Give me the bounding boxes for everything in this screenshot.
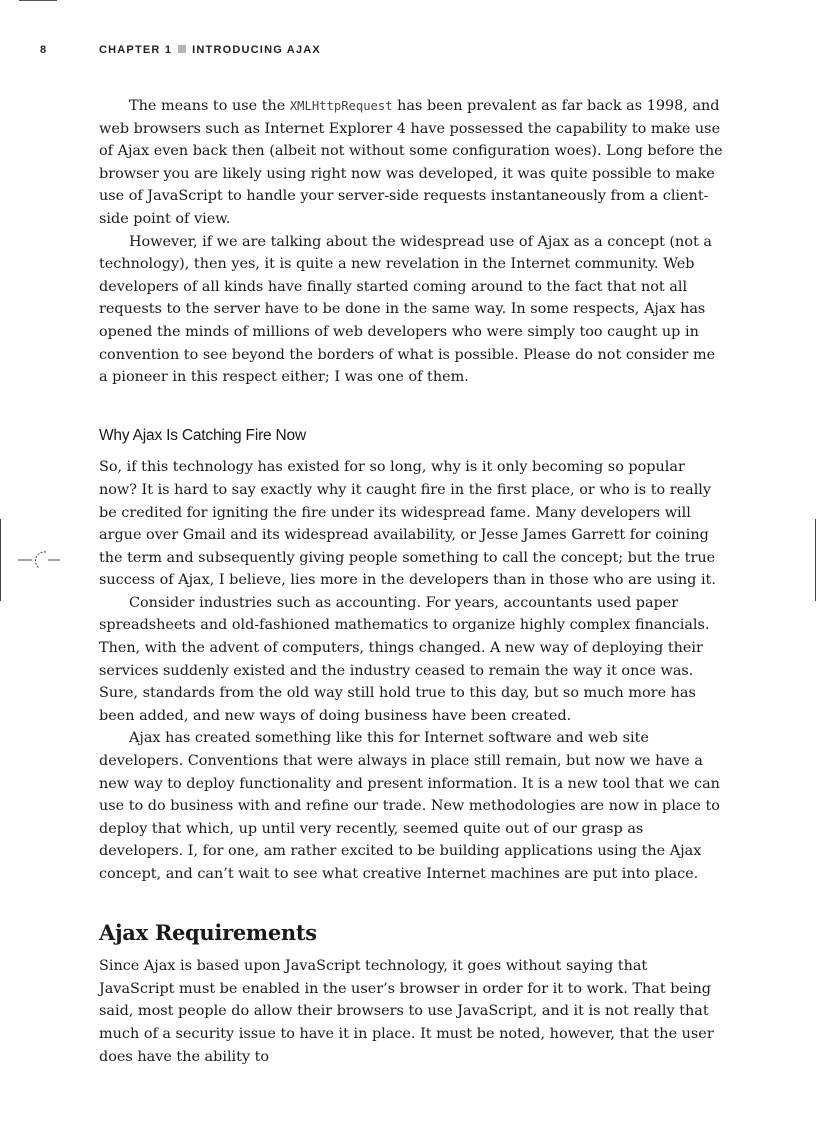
left-crop-mark — [0, 519, 1, 601]
registration-mark-icon — [18, 549, 60, 571]
separator-square-icon — [178, 45, 186, 53]
page-number: 8 — [40, 44, 48, 56]
running-header — [40, 44, 776, 58]
fire-paragraph-1: So, if this technology has existed for so long, why is it only becoming so popular now? It is hard to say exactly why it caught fire in the first place, or who is to really be credited for igniting the fire under its widespread fame. Many developers will argue over Gmail and its widespread availability, or Jesse James Garrett for coining the term and subsequently giving people something to call the concept; but the true success of Ajax, I believe, lies more in the developers than in those who are using it. — [99, 459, 716, 589]
inline-code: XMLHttpRequest — [289, 99, 393, 113]
fire-paragraph-3: Ajax has created something like this for Internet software and web site developers. Conventions that were always in place still remain, but now we have a new way to deploy functionality and present information. It is a new tool that we can use to do business with and refine our trade. New methodologies are now in place to deploy that which, up until very recently, seemed quite out of our grasp as developers. I, for one, am rather excited to be building applications using the Ajax concept, and can’t wait to see what creative Internet machines are put into place. — [99, 730, 720, 882]
intro-paragraph-1: The means to use the XMLHttpRequest has been prevalent as far back as 1998, and web browsers such as Internet Explorer 4 have possessed the capability to make use of Ajax even back then (albeit not without some configuration woes). Long before the browser you are likely using right now was developed, it was quite possible to make use of JavaScript to handle your server-side requests instantaneously from a client-side point of view. — [99, 98, 723, 227]
section-heading-fire: Why Ajax Is Catching Fire Now — [99, 426, 306, 444]
intro-paragraph-2: However, if we are talking about the widespread use of Ajax as a concept (not a technology), then yes, it is quite a new revelation in the Internet community. Web developers of all kinds have finally started coming around to the fact that not all requests to the server have to be done in the same way. In some respects, Ajax has opened the minds of millions of web developers who were simply too caught up in convention to see beyond the borders of what is possible. Please do not consider me a pioneer in this respect either; I was one of them. — [99, 233, 716, 386]
chapter-title: INTRODUCING AJAX — [192, 44, 321, 56]
section-heading-requirements: Ajax Requirements — [99, 919, 317, 945]
top-crop-rule — [19, 0, 57, 1]
chapter-number: CHAPTER 1 — [99, 44, 173, 56]
chapter-label — [99, 44, 321, 56]
requirements-paragraph-1: Since Ajax is based upon JavaScript technology, it goes without saying that JavaScript must be enabled in the user’s browser in order for it to work. That being said, most people do allow their browsers to use JavaScript, and it is not really that much of a security issue to have it in place. It must be noted, however, that the user does have the ability to — [99, 958, 714, 1065]
fire-paragraph-2: Consider industries such as accounting. For years, accountants used paper spreadsheets and old-fashioned mathematics to organize highly complex financials. Then, with the advent of computers, things changed. A new way of deploying their services suddenly existed and the industry ceased to remain the way it once was. Sure, standards from the old way still hold true to this day, but so much more has been added, and new ways of doing business have been created. — [99, 594, 710, 724]
page-content — [99, 95, 724, 1068]
